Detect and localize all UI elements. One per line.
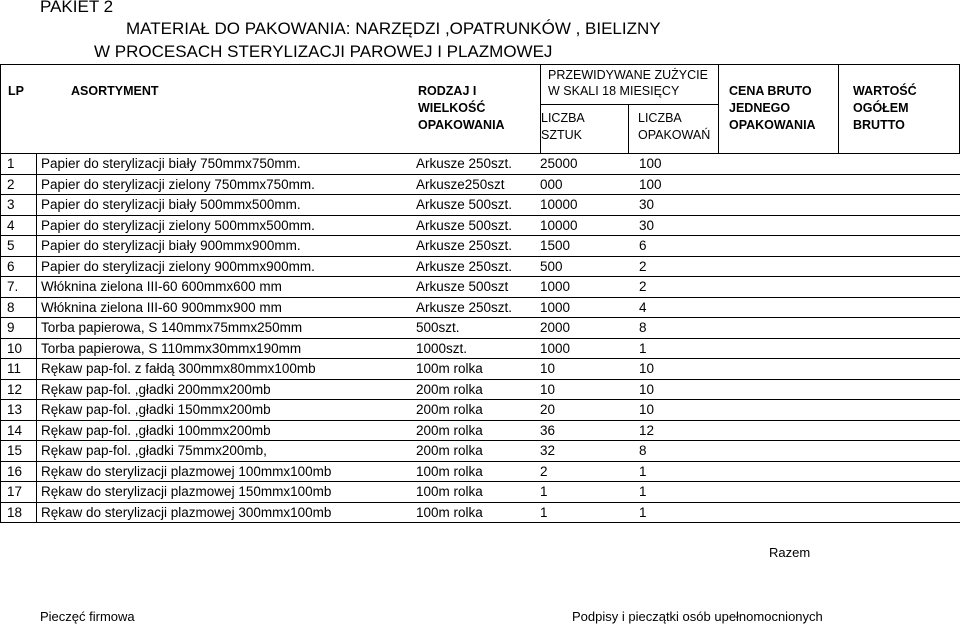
cell-lp: 11: [7, 361, 22, 376]
row-bottom-border: [0, 235, 960, 236]
cell-sztuk: 10: [540, 382, 556, 397]
cell-opak: 2: [639, 279, 647, 294]
row-left-border: [0, 194, 1, 216]
row-bottom-border: [0, 420, 960, 421]
row-lp-divider: [36, 481, 37, 503]
row-lp-divider: [36, 461, 37, 483]
row-bottom-border: [0, 481, 960, 482]
cell-opak: 12: [639, 423, 655, 438]
cell-rodzaj: Arkusze 500szt: [416, 279, 509, 294]
cell-rodzaj: Arkusze250szt: [416, 177, 505, 192]
row-bottom-border: [0, 399, 960, 400]
company-stamp-label: Pieczęć firmowa: [40, 609, 135, 624]
cell-lp: 14: [7, 423, 23, 438]
cell-sztuk: 2: [540, 464, 548, 479]
row-lp-divider: [36, 338, 37, 360]
cell-name: Rękaw pap-fol. ,gładki 200mmx200mb: [41, 382, 271, 397]
cell-name: Włóknina zielona III-60 600mmx600 mm: [41, 279, 282, 294]
cell-name: Torba papierowa, S 140mmx75mmx250mm: [41, 320, 303, 335]
col-header-opak-1: LICZBA: [638, 111, 682, 125]
cell-lp: 6: [7, 259, 15, 274]
col-header-opak-2: OPAKOWAŃ: [638, 128, 711, 142]
row-bottom-border: [0, 379, 960, 380]
cell-lp: 15: [7, 443, 23, 458]
col-header-sztuk-1: LICZBA: [541, 111, 585, 125]
row-lp-divider: [36, 256, 37, 278]
row-bottom-border: [0, 174, 960, 175]
col-header-rodzaj-3: OPAKOWANIA: [418, 118, 505, 132]
cell-lp: 2: [7, 177, 15, 192]
cell-sztuk: 500: [540, 259, 563, 274]
row-bottom-border: [0, 215, 960, 216]
col-header-asortyment: ASORTYMENT: [71, 84, 159, 98]
cell-rodzaj: Arkusze 250szt.: [416, 156, 513, 171]
col-header-cena-1: CENA BRUTO: [729, 84, 812, 98]
cell-opak: 8: [639, 320, 647, 335]
package-label: PAKIET 2: [40, 0, 114, 16]
cell-sztuk: 20: [540, 402, 556, 417]
row-bottom-border: [0, 358, 960, 359]
row-bottom-border: [0, 276, 960, 277]
col-header-zuzycie-1: PRZEWIDYWANE ZUŻYCIE: [548, 68, 708, 82]
cell-name: Papier do sterylizacji biały 750mmx750mm.: [41, 156, 301, 171]
row-lp-divider: [36, 276, 37, 298]
row-lp-divider: [36, 420, 37, 442]
cell-rodzaj: Arkusze 500szt.: [416, 218, 513, 233]
document-title-line-1: MATERIAŁ DO PAKOWANIA: NARZĘDZI ,OPATRUNKÓW , BIELIZNY: [126, 19, 661, 38]
cell-opak: 1: [639, 341, 647, 356]
cell-opak: 100: [639, 177, 662, 192]
cell-rodzaj: 100m rolka: [416, 464, 483, 479]
row-left-border: [0, 174, 1, 196]
cell-opak: 1: [639, 505, 647, 520]
row-left-border: [0, 317, 1, 339]
row-left-border: [0, 420, 1, 442]
cell-name: Rękaw pap-fol. z fałdą 300mmx80mmx100mb: [41, 361, 316, 376]
cell-lp: 9: [7, 320, 15, 335]
document-title-line-2: W PROCESACH STERYLIZACJI PAROWEJ I PLAZMOWEJ: [94, 42, 553, 61]
row-bottom-border: [0, 522, 960, 523]
cell-sztuk: 25000: [540, 156, 578, 171]
cell-lp: 10: [7, 341, 23, 356]
row-left-border: [0, 215, 1, 237]
col-header-lp: LP: [8, 84, 24, 98]
cell-lp: 12: [7, 382, 23, 397]
row-lp-divider: [36, 297, 37, 319]
row-lp-divider: [36, 215, 37, 237]
col-header-wartosc-1: WARTOŚĆ: [853, 84, 917, 98]
cell-sztuk: 1: [540, 484, 548, 499]
cell-name: Rękaw do sterylizacji plazmowej 100mmx100mb: [41, 464, 332, 479]
cell-lp: 3: [7, 197, 15, 212]
cell-rodzaj: 200m rolka: [416, 423, 483, 438]
table-left-border: [0, 64, 1, 154]
header-bottom-border: [0, 153, 960, 154]
row-bottom-border: [0, 440, 960, 441]
row-lp-divider: [36, 502, 37, 524]
cell-rodzaj: Arkusze 250szt.: [416, 259, 513, 274]
cell-rodzaj: 100m rolka: [416, 484, 483, 499]
cell-rodzaj: Arkusze 250szt.: [416, 300, 513, 315]
col-header-rodzaj-2: WIELKOŚĆ: [418, 101, 486, 115]
table-top-border: [0, 64, 960, 65]
row-left-border: [0, 461, 1, 483]
row-left-border: [0, 235, 1, 257]
cell-opak: 100: [639, 156, 662, 171]
row-left-border: [0, 256, 1, 278]
cell-opak: 8: [639, 443, 647, 458]
cell-rodzaj: Arkusze 250szt.: [416, 238, 513, 253]
cell-opak: 2: [639, 259, 647, 274]
row-left-border: [0, 440, 1, 462]
cell-name: Papier do sterylizacji zielony 500mmx500mm.: [41, 218, 315, 233]
total-label: Razem: [769, 545, 811, 560]
row-lp-divider: [36, 174, 37, 196]
cell-opak: 1: [639, 484, 647, 499]
col-header-rodzaj-1: RODZAJ I: [418, 84, 477, 98]
col-header-sztuk-2: SZTUK: [541, 128, 582, 142]
cell-lp: 17: [7, 484, 23, 499]
cell-name: Rękaw pap-fol. ,gładki 150mmx200mb: [41, 402, 271, 417]
cell-name: Papier do sterylizacji zielony 750mmx750mm.: [41, 177, 315, 192]
row-lp-divider: [36, 358, 37, 380]
cell-sztuk: 1: [540, 505, 548, 520]
cell-lp: 8: [7, 300, 15, 315]
row-left-border: [0, 379, 1, 401]
cell-opak: 30: [639, 218, 655, 233]
row-left-border: [0, 358, 1, 380]
row-left-border: [0, 502, 1, 524]
row-left-border: [0, 153, 1, 175]
row-bottom-border: [0, 461, 960, 462]
cell-name: Włóknina zielona III-60 900mmx900 mm: [41, 300, 282, 315]
row-bottom-border: [0, 256, 960, 257]
row-left-border: [0, 338, 1, 360]
signatures-label: Podpisy i pieczątki osób upełnomocnionych: [572, 609, 823, 624]
row-bottom-border: [0, 338, 960, 339]
cell-sztuk: 1000: [540, 341, 571, 356]
cell-name: Rękaw do sterylizacji plazmowej 150mmx100mb: [41, 484, 332, 499]
cell-lp: 13: [7, 402, 23, 417]
row-bottom-border: [0, 502, 960, 503]
cell-name: Papier do sterylizacji biały 900mmx900mm.: [41, 238, 301, 253]
col-header-zuzycie-2: W SKALI 18 MIESIĘCY: [548, 84, 680, 98]
cell-name: Rękaw do sterylizacji plazmowej 300mmx100mb: [41, 505, 332, 520]
row-bottom-border: [0, 297, 960, 298]
cell-rodzaj: 200m rolka: [416, 443, 483, 458]
cell-rodzaj: Arkusze 500szt.: [416, 197, 513, 212]
cell-lp: 16: [7, 464, 23, 479]
row-lp-divider: [36, 399, 37, 421]
cell-lp: 5: [7, 238, 15, 253]
cell-sztuk: 32: [540, 443, 556, 458]
cell-name: Rękaw pap-fol. ,gładki 75mmx200mb,: [41, 443, 267, 458]
row-bottom-border: [0, 317, 960, 318]
cell-sztuk: 10: [540, 361, 556, 376]
cell-rodzaj: 100m rolka: [416, 361, 483, 376]
cell-name: Torba papierowa, S 110mmx30mmx190mm: [41, 341, 302, 356]
col-divider-zuzycie-right: [718, 64, 719, 154]
cell-rodzaj: 500szt.: [416, 320, 460, 335]
row-lp-divider: [36, 317, 37, 339]
col-divider-sztuk-opak: [628, 104, 629, 154]
col-header-wartosc-3: BRUTTO: [853, 118, 905, 132]
row-lp-divider: [36, 379, 37, 401]
cell-opak: 10: [639, 361, 655, 376]
cell-rodzaj: 1000szt.: [416, 341, 468, 356]
cell-opak: 30: [639, 197, 655, 212]
cell-lp: 18: [7, 505, 23, 520]
row-lp-divider: [36, 194, 37, 216]
cell-rodzaj: 200m rolka: [416, 402, 483, 417]
row-left-border: [0, 276, 1, 298]
cell-opak: 10: [639, 382, 655, 397]
cell-sztuk: 1000: [540, 279, 571, 294]
zuzycie-divider: [540, 104, 718, 105]
cell-opak: 10: [639, 402, 655, 417]
col-header-cena-3: OPAKOWANIA: [729, 118, 816, 132]
col-header-wartosc-2: OGÓŁEM: [853, 101, 909, 115]
cell-opak: 4: [639, 300, 647, 315]
row-lp-divider: [36, 153, 37, 175]
cell-sztuk: 36: [540, 423, 556, 438]
cell-name: Rękaw pap-fol. ,gładki 100mmx200mb: [41, 423, 271, 438]
cell-sztuk: 2000: [540, 320, 571, 335]
cell-sztuk: 1000: [540, 300, 571, 315]
col-header-cena-2: JEDNEGO: [729, 101, 791, 115]
cell-opak: 1: [639, 464, 647, 479]
cell-sztuk: 1500: [540, 238, 571, 253]
cell-name: Papier do sterylizacji zielony 900mmx900mm.: [41, 259, 315, 274]
cell-sztuk: 10000: [540, 197, 578, 212]
cell-name: Papier do sterylizacji biały 500mmx500mm.: [41, 197, 301, 212]
cell-lp: 4: [7, 218, 15, 233]
cell-sztuk: 10000: [540, 218, 578, 233]
col-divider-cena-wartosc: [838, 64, 839, 154]
row-lp-divider: [36, 235, 37, 257]
cell-rodzaj: 100m rolka: [416, 505, 483, 520]
cell-lp: 1: [7, 156, 15, 171]
row-left-border: [0, 297, 1, 319]
cell-lp: 7.: [7, 279, 19, 294]
cell-sztuk: 000: [540, 177, 563, 192]
row-bottom-border: [0, 194, 960, 195]
row-left-border: [0, 399, 1, 421]
row-left-border: [0, 481, 1, 503]
cell-opak: 6: [639, 238, 647, 253]
row-lp-divider: [36, 440, 37, 462]
cell-rodzaj: 200m rolka: [416, 382, 483, 397]
